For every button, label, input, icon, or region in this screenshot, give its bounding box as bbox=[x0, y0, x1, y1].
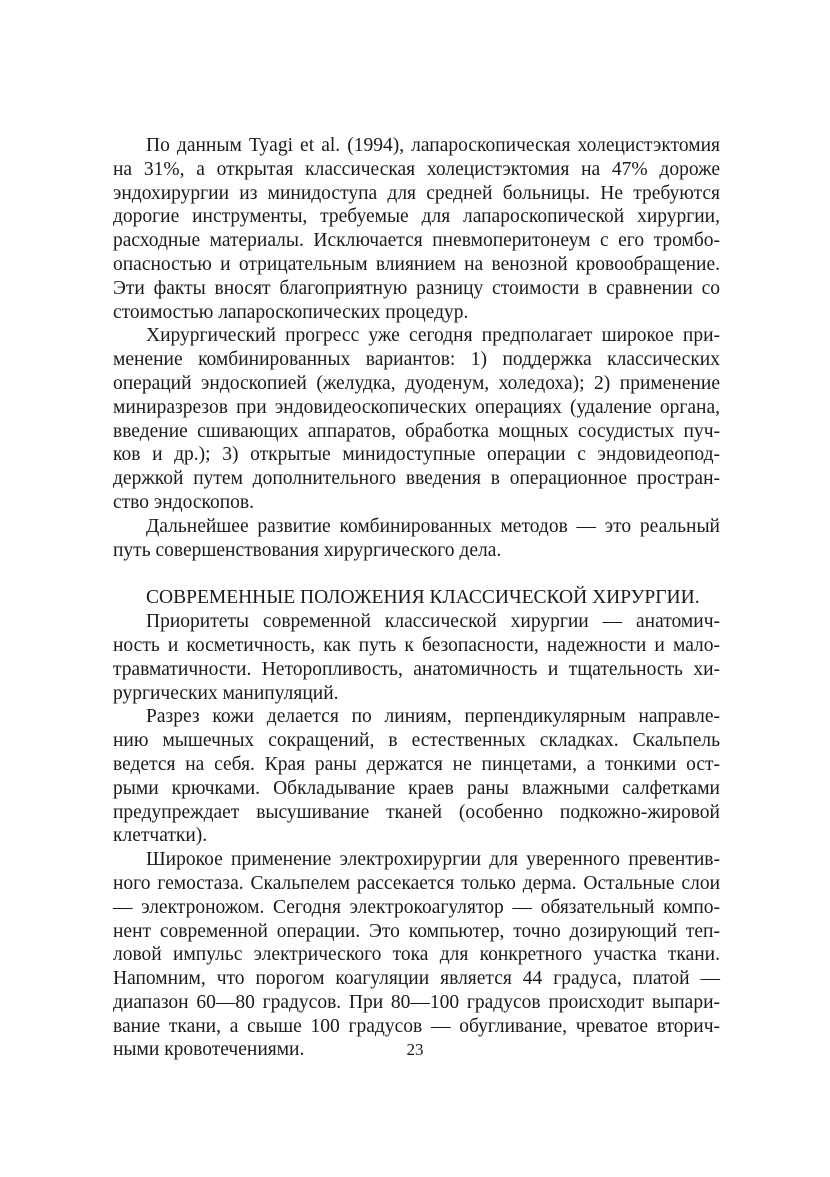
text-line: операций эндоскопией (желудка, дуоденум, холедоха); 2) применение bbox=[113, 372, 720, 394]
text-line: травматичности. Неторопливость, анатомичность и тщательность хи- bbox=[113, 658, 720, 680]
text-line: Эти факты вносят благоприятную разницу стоимости в сравнении со bbox=[113, 277, 720, 299]
text-line: Напомним, что порогом коагуляции является 44 градуса, платой — bbox=[113, 968, 720, 990]
paragraph bbox=[113, 134, 720, 324]
text-line: эндохирургии из минидоступа для средней больницы. Не требуются bbox=[113, 182, 720, 204]
paragraph bbox=[113, 324, 720, 514]
text-line: нию мышечных сокращений, в естественных складках. Скальпель bbox=[113, 730, 720, 752]
text-line: опасностью и отрицательным влиянием на венозной кровообращение. bbox=[113, 253, 720, 275]
text-line: предупреждает высушивание тканей (особенно подкожно-жировой bbox=[113, 801, 720, 823]
text-line: на 31%, а открытая классическая холецистэктомия на 47% дороже bbox=[113, 158, 720, 180]
text-line: По данным Tyagi et al. (1994), лапароскопическая холецистэктомия bbox=[146, 135, 720, 156]
text-line: ного гемостаза. Скальпелем рассекается только дерма. Остальные слои bbox=[113, 872, 720, 894]
text-line: ведется на себя. Края раны держатся не пинцетами, а тонкими ост- bbox=[113, 753, 720, 775]
paragraph bbox=[113, 705, 720, 848]
text-line: рыми крючками. Обкладывание краев раны влажными салфетками bbox=[113, 777, 720, 799]
section-heading: СОВРЕМЕННЫЕ ПОЛОЖЕНИЯ КЛАССИЧЕСКОЙ ХИРУРГИИ. bbox=[146, 587, 700, 609]
text-line: менение комбинированных вариантов: 1) поддержка классических bbox=[113, 349, 720, 371]
page-number: 23 bbox=[406, 1040, 424, 1059]
text-line: Хирургический прогресс уже сегодня предполагает широкое при- bbox=[146, 325, 720, 347]
text-line: ность и косметичность, как путь к безопасности, надежности и мало- bbox=[113, 634, 720, 656]
text-line: рургических манипуляций. bbox=[113, 682, 339, 704]
text-line: диапазон 60—80 градусов. При 80—100 градусов происходит выпари- bbox=[113, 991, 720, 1013]
text-line: клетчатки). bbox=[113, 825, 208, 847]
paragraph bbox=[113, 515, 720, 563]
text-line: Дальнейшее развитие комбинированных методов — это реальный bbox=[146, 515, 720, 537]
text-line: дорогие инструменты, требуемые для лапароскопической хирургии, bbox=[113, 206, 720, 228]
text-line: держкой путем дополнительного введения в операционное простран- bbox=[113, 468, 720, 490]
body-text bbox=[113, 134, 720, 1062]
text-line: вание ткани, а свыше 100 градусов — обугливание, чреватое вторич- bbox=[113, 1015, 720, 1037]
text-line: ков и др.); 3) открытые минидоступные операции с эндовидеопод- bbox=[113, 444, 720, 466]
paragraph bbox=[113, 610, 720, 705]
text-line: — электроножом. Сегодня электрокоагулятор — обязательный компо- bbox=[113, 896, 720, 918]
paragraph bbox=[113, 848, 720, 1062]
text-line: нент современной операции. Это компьютер, точно дозирующий теп- bbox=[113, 920, 720, 942]
text-line: путь совершенствования хирургического дела. bbox=[113, 539, 502, 561]
text-line: расходные материалы. Исключается пневмоперитонеум с его тромбо- bbox=[113, 230, 720, 252]
text-line: ными кровотечениями. bbox=[113, 1039, 305, 1061]
text-line: ство эндоскопов. bbox=[113, 491, 254, 513]
text-line: введение сшивающих аппаратов, обработка мощных сосудистых пуч- bbox=[113, 420, 720, 442]
section-gap bbox=[113, 562, 720, 586]
text-line: миниразрезов при эндовидеоскопических операциях (удаление органа, bbox=[113, 396, 720, 418]
text-line: ловой импульс электрического тока для конкретного участка ткани. bbox=[113, 944, 720, 966]
text-line: стоимостью лапароскопических процедур. bbox=[113, 301, 469, 323]
text-line: Приоритеты современной классической хирургии — анатомич- bbox=[146, 611, 720, 633]
text-line: Разрез кожи делается по линиям, перпендикулярным направле- bbox=[146, 706, 720, 728]
text-line: Широкое применение электрохирургии для уверенного превентив- bbox=[146, 849, 720, 871]
